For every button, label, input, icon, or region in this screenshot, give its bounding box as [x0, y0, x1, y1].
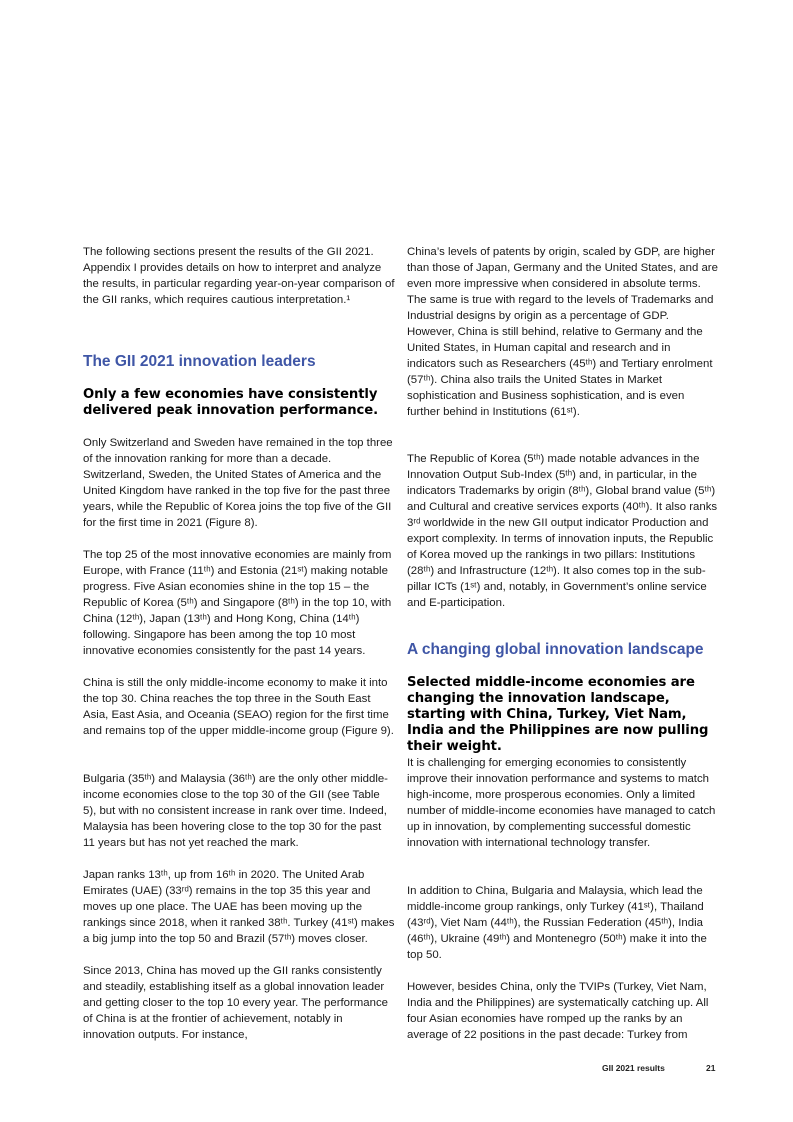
body-paragraph: However, besides China, only the TVIPs (Turkey, Viet Nam, India and the Philippines) are systematically catching up. All four Asian economies have romped up the ranks by an average of 22 positions in the past decade: Turkey from	[407, 981, 709, 1041]
body-paragraph: China’s levels of patents by origin, scaled by GDP, are higher than those of Japan, Germany and the United States, and are even more impressive when considered in absolute terms. The same is true with regard to the levels of Trademarks and Industrial designs by origin as a percentage of GDP. However, China is still behind, relative to Germany and the United States, in Human capital and research and in indicators such as Researchers (45ᵗʰ) and Tertiary enrolment (57ᵗʰ). China also trails the United States in Market sophistication and Business sophistication, and is even further behind in Institutions (61ˢᵗ).	[407, 246, 718, 418]
body-paragraph: The top 25 of the most innovative economies are mainly from Europe, with France (11ᵗʰ) and Estonia (21ˢᵗ) making notable progress. Five Asian economies shine in the top 15 – the Republic of Korea (5ᵗʰ) and Singapore (8ᵗʰ) in the top 10, with China (12ᵗʰ), Japan (13ᵗʰ) and Hong Kong, China (14ᵗʰ) following. Singapore has been among the top 10 most innovative economies consistently for the past 14 years.	[83, 549, 392, 657]
body-paragraph: Since 2013, China has moved up the GII ranks consistently and steadily, establishing itself as a global innovation leader and getting closer to the top 10 every year. The performance of China is at the frontier of achievement, notably in innovation outputs. For instance,	[83, 965, 388, 1041]
intro-paragraph: The following sections present the results of the GII 2021. Appendix I provides details on how to interpret and analyze the results, in particular regarding year-on-year comparison of the GII ranks, which requires cautious interpretation.¹	[83, 246, 395, 306]
body-paragraph: Only Switzerland and Sweden have remained in the top three of the innovation ranking for more than a decade. Switzerland, Sweden, the United States of America and the United Kingdom have ranked in the top five for the past three years, while the Republic of Korea joins the top five of the GII for the first time in 2021 (Figure 8).	[83, 437, 393, 529]
section-heading-changing-landscape: A changing global innovation landscape	[407, 641, 704, 658]
body-paragraph: Japan ranks 13ᵗʰ, up from 16ᵗʰ in 2020. The United Arab Emirates (UAE) (33ʳᵈ) remains in the top 35 this year and moves up one place. The UAE has been moving up the rankings since 2018, when it ranked 38ᵗʰ. Turkey (41ˢᵗ) makes a big jump into the top 50 and Brazil (57ᵗʰ) moves closer.	[83, 869, 395, 945]
subheading-innovation-leaders: Only a few economies have consistently delivered peak innovation performance.	[83, 387, 378, 418]
section-heading-innovation-leaders: The GII 2021 innovation leaders	[83, 353, 316, 370]
footer-section-title: GII 2021 results	[602, 1063, 665, 1073]
body-paragraph: The Republic of Korea (5ᵗʰ) made notable advances in the Innovation Output Sub-Index (5ᵗʰ) and, in particular, in the indicators Trademarks by origin (8ᵗʰ), Global brand value (5ᵗʰ) and Cultural and creative services exports (40ᵗʰ). It also ranks 3ʳᵈ worldwide in the new GII output indicator Production and export complexity. In terms of innovation inputs, the Republic of Korea moved up the rankings in two pillars: Institutions (28ᵗʰ) and Infrastructure (12ᵗʰ). It also comes top in the sub-pillar ICTs (1ˢᵗ) and, notably, in Government’s online service and E-participation.	[407, 453, 718, 609]
body-paragraph: China is still the only middle-income economy to make it into the top 30. China reaches the top three in the South East Asia, East Asia, and Oceania (SEAO) region for the first time and remains top of the upper middle-income group (Figure 9).	[83, 677, 394, 737]
body-paragraph: In addition to China, Bulgaria and Malaysia, which lead the middle-income group rankings, only Turkey (41ˢᵗ), Thailand (43ʳᵈ), Viet Nam (44ᵗʰ), the Russian Federation (45ᵗʰ), India (46ᵗʰ), Ukraine (49ᵗʰ) and Montenegro (50ᵗʰ) make it into the top 50.	[407, 885, 707, 961]
body-paragraph: Bulgaria (35ᵗʰ) and Malaysia (36ᵗʰ) are the only other middle-income economies close to the top 30 of the GII (see Table 5), but with no consistent increase in rank over time. Indeed, Malaysia has been hovering close to the top 30 for the past 11 years but has not yet reached the mark.	[83, 773, 388, 849]
page-number: 21	[706, 1063, 716, 1073]
subheading-changing-landscape: Selected middle-income economies are changing the innovation landscape, starting with China, Turkey, Viet Nam, India and the Philippines are now pulling their weight.	[407, 675, 709, 754]
body-paragraph: It is challenging for emerging economies to consistently improve their innovation performance and systems to match high-income, more prosperous economies. Only a limited number of middle-income economies have managed to catch up in innovation, by complementing successful domestic innovation with international technology transfer.	[407, 757, 716, 849]
